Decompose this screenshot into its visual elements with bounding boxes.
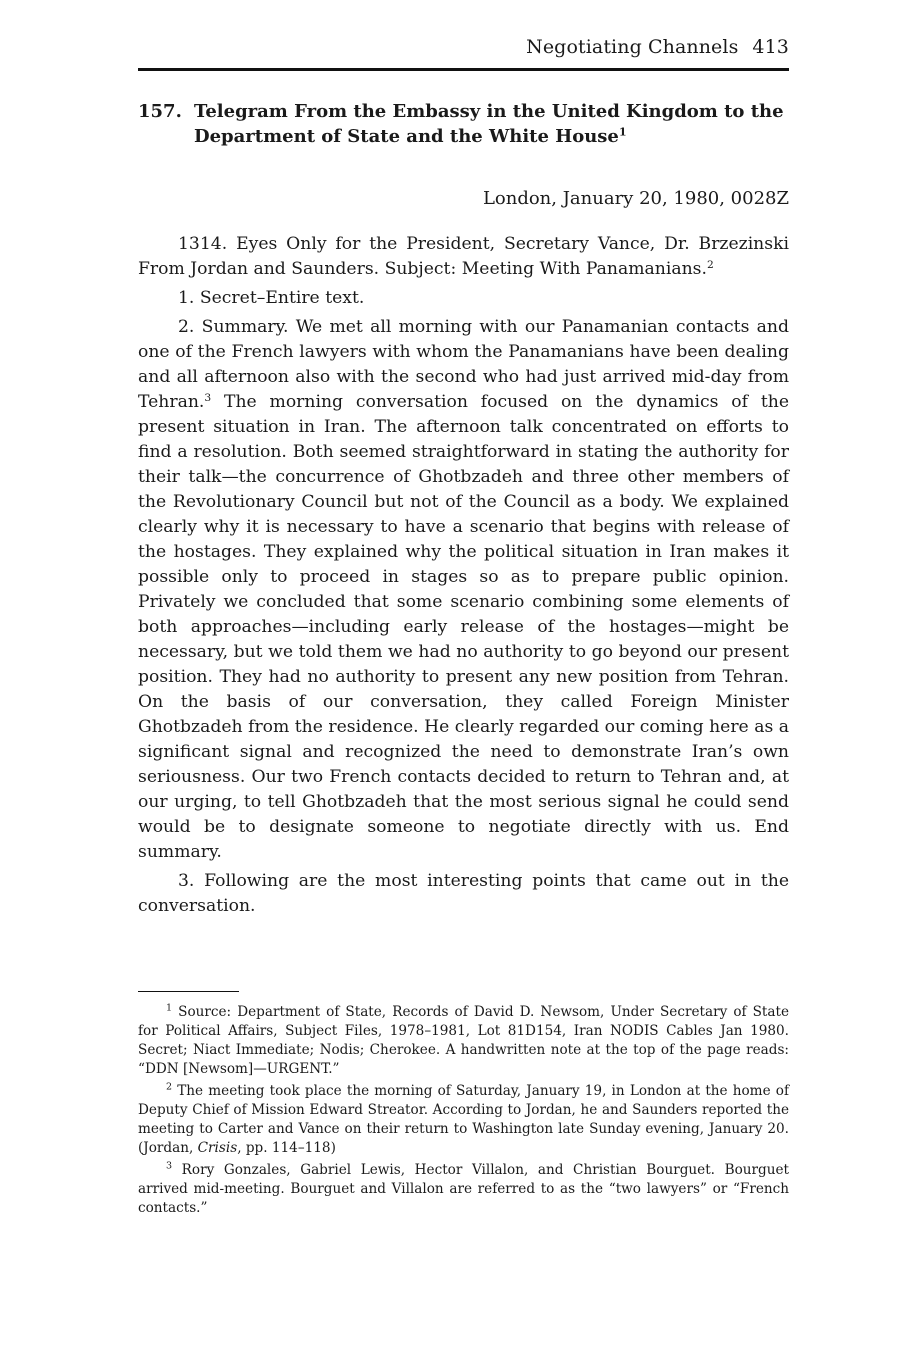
footnote-3 — [138, 1161, 789, 1218]
document-heading — [138, 99, 789, 149]
paragraph-summary-text-b: The morning conversation focused on the dynamics of the present situation in Iran. The afternoon talk concentrated on efforts to find a resolution. Both seemed straightforward in stating the authority for their talk—the concurrence of Ghotbzadeh and three other members of the Revolutionary Council but not of the Council as a body. We explained clearly why it is necessary to have a scenario that begins with release of the hostages. They explained why the political situation in Iran makes it possible only to proceed in stages so as to prepare public opinion. Privately we concluded that some scenario combining some elements of both approaches—including early release of the hostages—might be necessary, but we told them we had no authority to go beyond our present position. They had no authority to present any new position from Tehran. On the basis of our conversation, they called Foreign Minister Ghotbzadeh from the residence. He clearly regarded our coming here as a significant signal and recognized the need to demonstrate Iran’s own seriousness. Our two French contacts decided to return to Tehran and, at our urging, to tell Ghotbzadeh that the most serious signal he could send would be to designate someone to negotiate directly with us. End summary. — [138, 392, 789, 862]
footnote-2-book-title: Crisis — [197, 1140, 238, 1156]
footnote-1-text: Source: Department of State, Records of David D. Newsom, Under Secretary of State for Political Affairs, Subject Files, 1978–1981, Lot 81D154, Iran NODIS Cables Jan 1980. Secret; Niact Immediate; Nodis; Cherokee. A handwritten note at the top of the page reads: “DDN [Newsom]—URGENT.” — [138, 1004, 789, 1077]
document-title — [194, 99, 789, 149]
running-head-title: Negotiating Channels — [526, 36, 739, 58]
paragraph-addressees — [138, 232, 789, 282]
footnote-2-end: , pp. 114–118) — [237, 1140, 336, 1156]
footnotes — [138, 1003, 789, 1221]
running-head — [526, 36, 789, 58]
document-title-text: Telegram From the Embassy in the United Kingdom to the Department of State and the White House — [194, 101, 784, 147]
paragraph-classification: 1. Secret–Entire text. — [178, 288, 365, 308]
dateline: London, January 20, 1980, 0028Z — [482, 188, 789, 209]
footnote-2-text: The meeting took place the morning of Saturday, January 19, in London at the home of Deputy Chief of Mission Edward Streator. According to Jordan, he and Saunders reported the meeting to Carter and Vance on their return to Washington late Sunday evening, January 20. (Jordan, — [138, 1083, 789, 1156]
header-rule — [138, 68, 789, 71]
document-body — [138, 232, 789, 923]
footnote-1 — [138, 1003, 789, 1079]
paragraph-summary-text-a: 2. Summary. We met all morning with our Panamanian contacts and one of the French lawyers with whom the Panamanians have been dealing and all afternoon also with the second who had just arrived mid-day from Tehran. — [138, 317, 789, 412]
footnote-1-mark: 1 — [166, 1002, 173, 1014]
page-number: 413 — [752, 36, 789, 58]
footnote-ref-3[interactable]: 3 — [204, 390, 212, 404]
footnote-rule — [138, 991, 239, 992]
paragraph-summary — [138, 315, 789, 865]
footnote-3-text: Rory Gonzales, Gabriel Lewis, Hector Villalon, and Christian Bourguet. Bourguet arrived mid-meeting. Bourguet and Villalon are referred to as the “two lawyers” or “French contacts.” — [138, 1162, 789, 1216]
paragraph-points: 3. Following are the most interesting points that came out in the conversation. — [138, 871, 789, 916]
footnote-3-mark: 3 — [166, 1160, 173, 1172]
paragraph-addressees-text: 1314. Eyes Only for the President, Secretary Vance, Dr. Brzezinski From Jordan and Saunders. Subject: Meeting With Panamanians. — [138, 234, 789, 279]
document-number: 157. — [138, 101, 182, 122]
footnote-2 — [138, 1082, 789, 1158]
footnote-ref-1[interactable]: 1 — [618, 125, 627, 139]
footnote-ref-2[interactable]: 2 — [706, 257, 714, 271]
footnote-2-mark: 2 — [166, 1081, 173, 1093]
